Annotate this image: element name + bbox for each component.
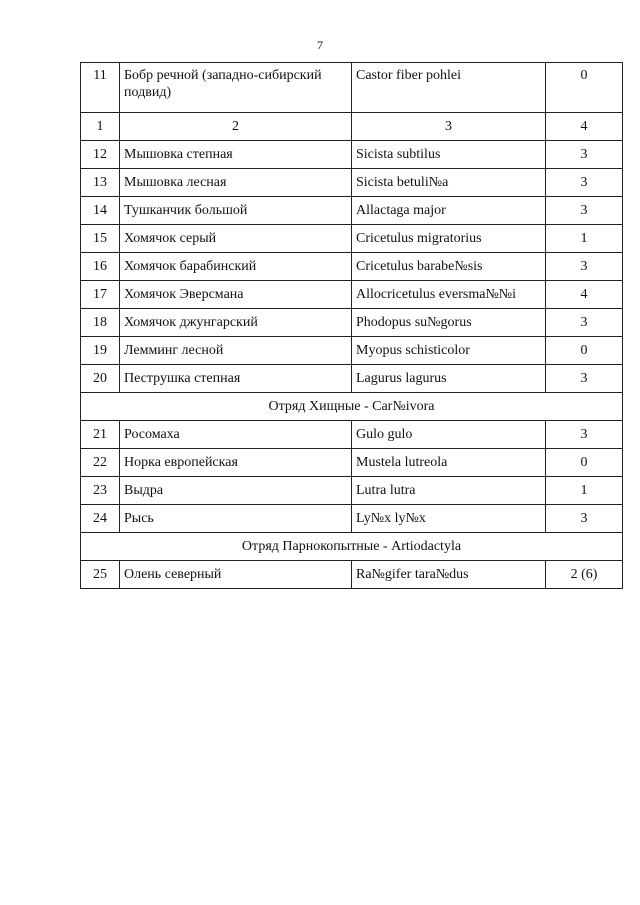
species-name-ru: Лемминг лесной [120, 337, 352, 365]
status-category: 3 [546, 197, 623, 225]
row-number: 11 [81, 63, 120, 113]
status-category: 0 [546, 337, 623, 365]
table-row [81, 141, 623, 169]
status-category: 0 [546, 449, 623, 477]
table-row [81, 365, 623, 393]
row-number: 23 [81, 477, 120, 505]
column-number: 2 [120, 113, 352, 141]
column-number-row [81, 113, 623, 141]
status-category: 2 (6) [546, 561, 623, 589]
row-number: 20 [81, 365, 120, 393]
species-name-latin: Allactaga major [352, 197, 546, 225]
table-row [81, 169, 623, 197]
table-row [81, 225, 623, 253]
status-category: 3 [546, 365, 623, 393]
status-category: 3 [546, 169, 623, 197]
status-category: 1 [546, 225, 623, 253]
status-category: 1 [546, 477, 623, 505]
species-name-latin: Myopus schisticolor [352, 337, 546, 365]
row-number: 15 [81, 225, 120, 253]
order-heading-artiodactyla: Отряд Парнокопытные - Artiodactyla [81, 533, 623, 561]
row-number: 12 [81, 141, 120, 169]
species-name-ru: Мышовка лесная [120, 169, 352, 197]
species-name-ru: Выдра [120, 477, 352, 505]
row-number: 24 [81, 505, 120, 533]
status-category: 3 [546, 421, 623, 449]
group-row [81, 533, 623, 561]
row-number: 22 [81, 449, 120, 477]
column-number: 1 [81, 113, 120, 141]
species-name-ru: Бобр речной (западно-сибирский подвид) [120, 63, 352, 113]
status-category: 3 [546, 253, 623, 281]
table-row [81, 63, 623, 113]
species-name-latin: Castor fiber pohlei [352, 63, 546, 113]
column-number: 4 [546, 113, 623, 141]
table-row [81, 477, 623, 505]
species-name-ru: Хомячок барабинский [120, 253, 352, 281]
species-table [80, 62, 623, 589]
species-name-ru: Норка европейская [120, 449, 352, 477]
table-row [81, 197, 623, 225]
species-name-latin: Sicista betuli№a [352, 169, 546, 197]
species-name-latin: Lagurus lagurus [352, 365, 546, 393]
species-name-latin: Lutra lutra [352, 477, 546, 505]
species-name-latin: Ra№gifer tara№dus [352, 561, 546, 589]
row-number: 25 [81, 561, 120, 589]
status-category: 4 [546, 281, 623, 309]
page-number: 7 [317, 38, 323, 52]
species-name-ru: Пеструшка степная [120, 365, 352, 393]
species-name-ru: Тушканчик большой [120, 197, 352, 225]
table-body [81, 63, 623, 589]
table-row [81, 309, 623, 337]
species-name-latin: Sicista subtilus [352, 141, 546, 169]
species-name-ru: Хомячок джунгарский [120, 309, 352, 337]
group-row [81, 393, 623, 421]
species-name-ru: Хомячок Эверсмана [120, 281, 352, 309]
status-category: 3 [546, 505, 623, 533]
species-name-latin: Cricetulus barabe№sis [352, 253, 546, 281]
status-category: 0 [546, 63, 623, 113]
species-name-latin: Gulo gulo [352, 421, 546, 449]
table-row [81, 505, 623, 533]
species-name-latin: Allocricetulus eversma№№i [352, 281, 546, 309]
column-number: 3 [352, 113, 546, 141]
species-name-latin: Cricetulus migratorius [352, 225, 546, 253]
species-name-ru: Олень северный [120, 561, 352, 589]
species-name-latin: Mustela lutreola [352, 449, 546, 477]
species-name-latin: Ly№x ly№x [352, 505, 546, 533]
table-row [81, 449, 623, 477]
status-category: 3 [546, 309, 623, 337]
species-name-latin: Phodopus su№gorus [352, 309, 546, 337]
table-row [81, 281, 623, 309]
table-row [81, 561, 623, 589]
species-name-ru: Рысь [120, 505, 352, 533]
row-number: 14 [81, 197, 120, 225]
row-number: 16 [81, 253, 120, 281]
row-number: 17 [81, 281, 120, 309]
row-number: 18 [81, 309, 120, 337]
species-name-ru: Росомаха [120, 421, 352, 449]
table-row [81, 337, 623, 365]
row-number: 19 [81, 337, 120, 365]
table-row [81, 421, 623, 449]
table-row [81, 253, 623, 281]
row-number: 21 [81, 421, 120, 449]
status-category: 3 [546, 141, 623, 169]
order-heading-carnivora: Отряд Хищные - Car№ivora [81, 393, 623, 421]
row-number: 13 [81, 169, 120, 197]
species-name-ru: Хомячок серый [120, 225, 352, 253]
species-name-ru: Мышовка степная [120, 141, 352, 169]
